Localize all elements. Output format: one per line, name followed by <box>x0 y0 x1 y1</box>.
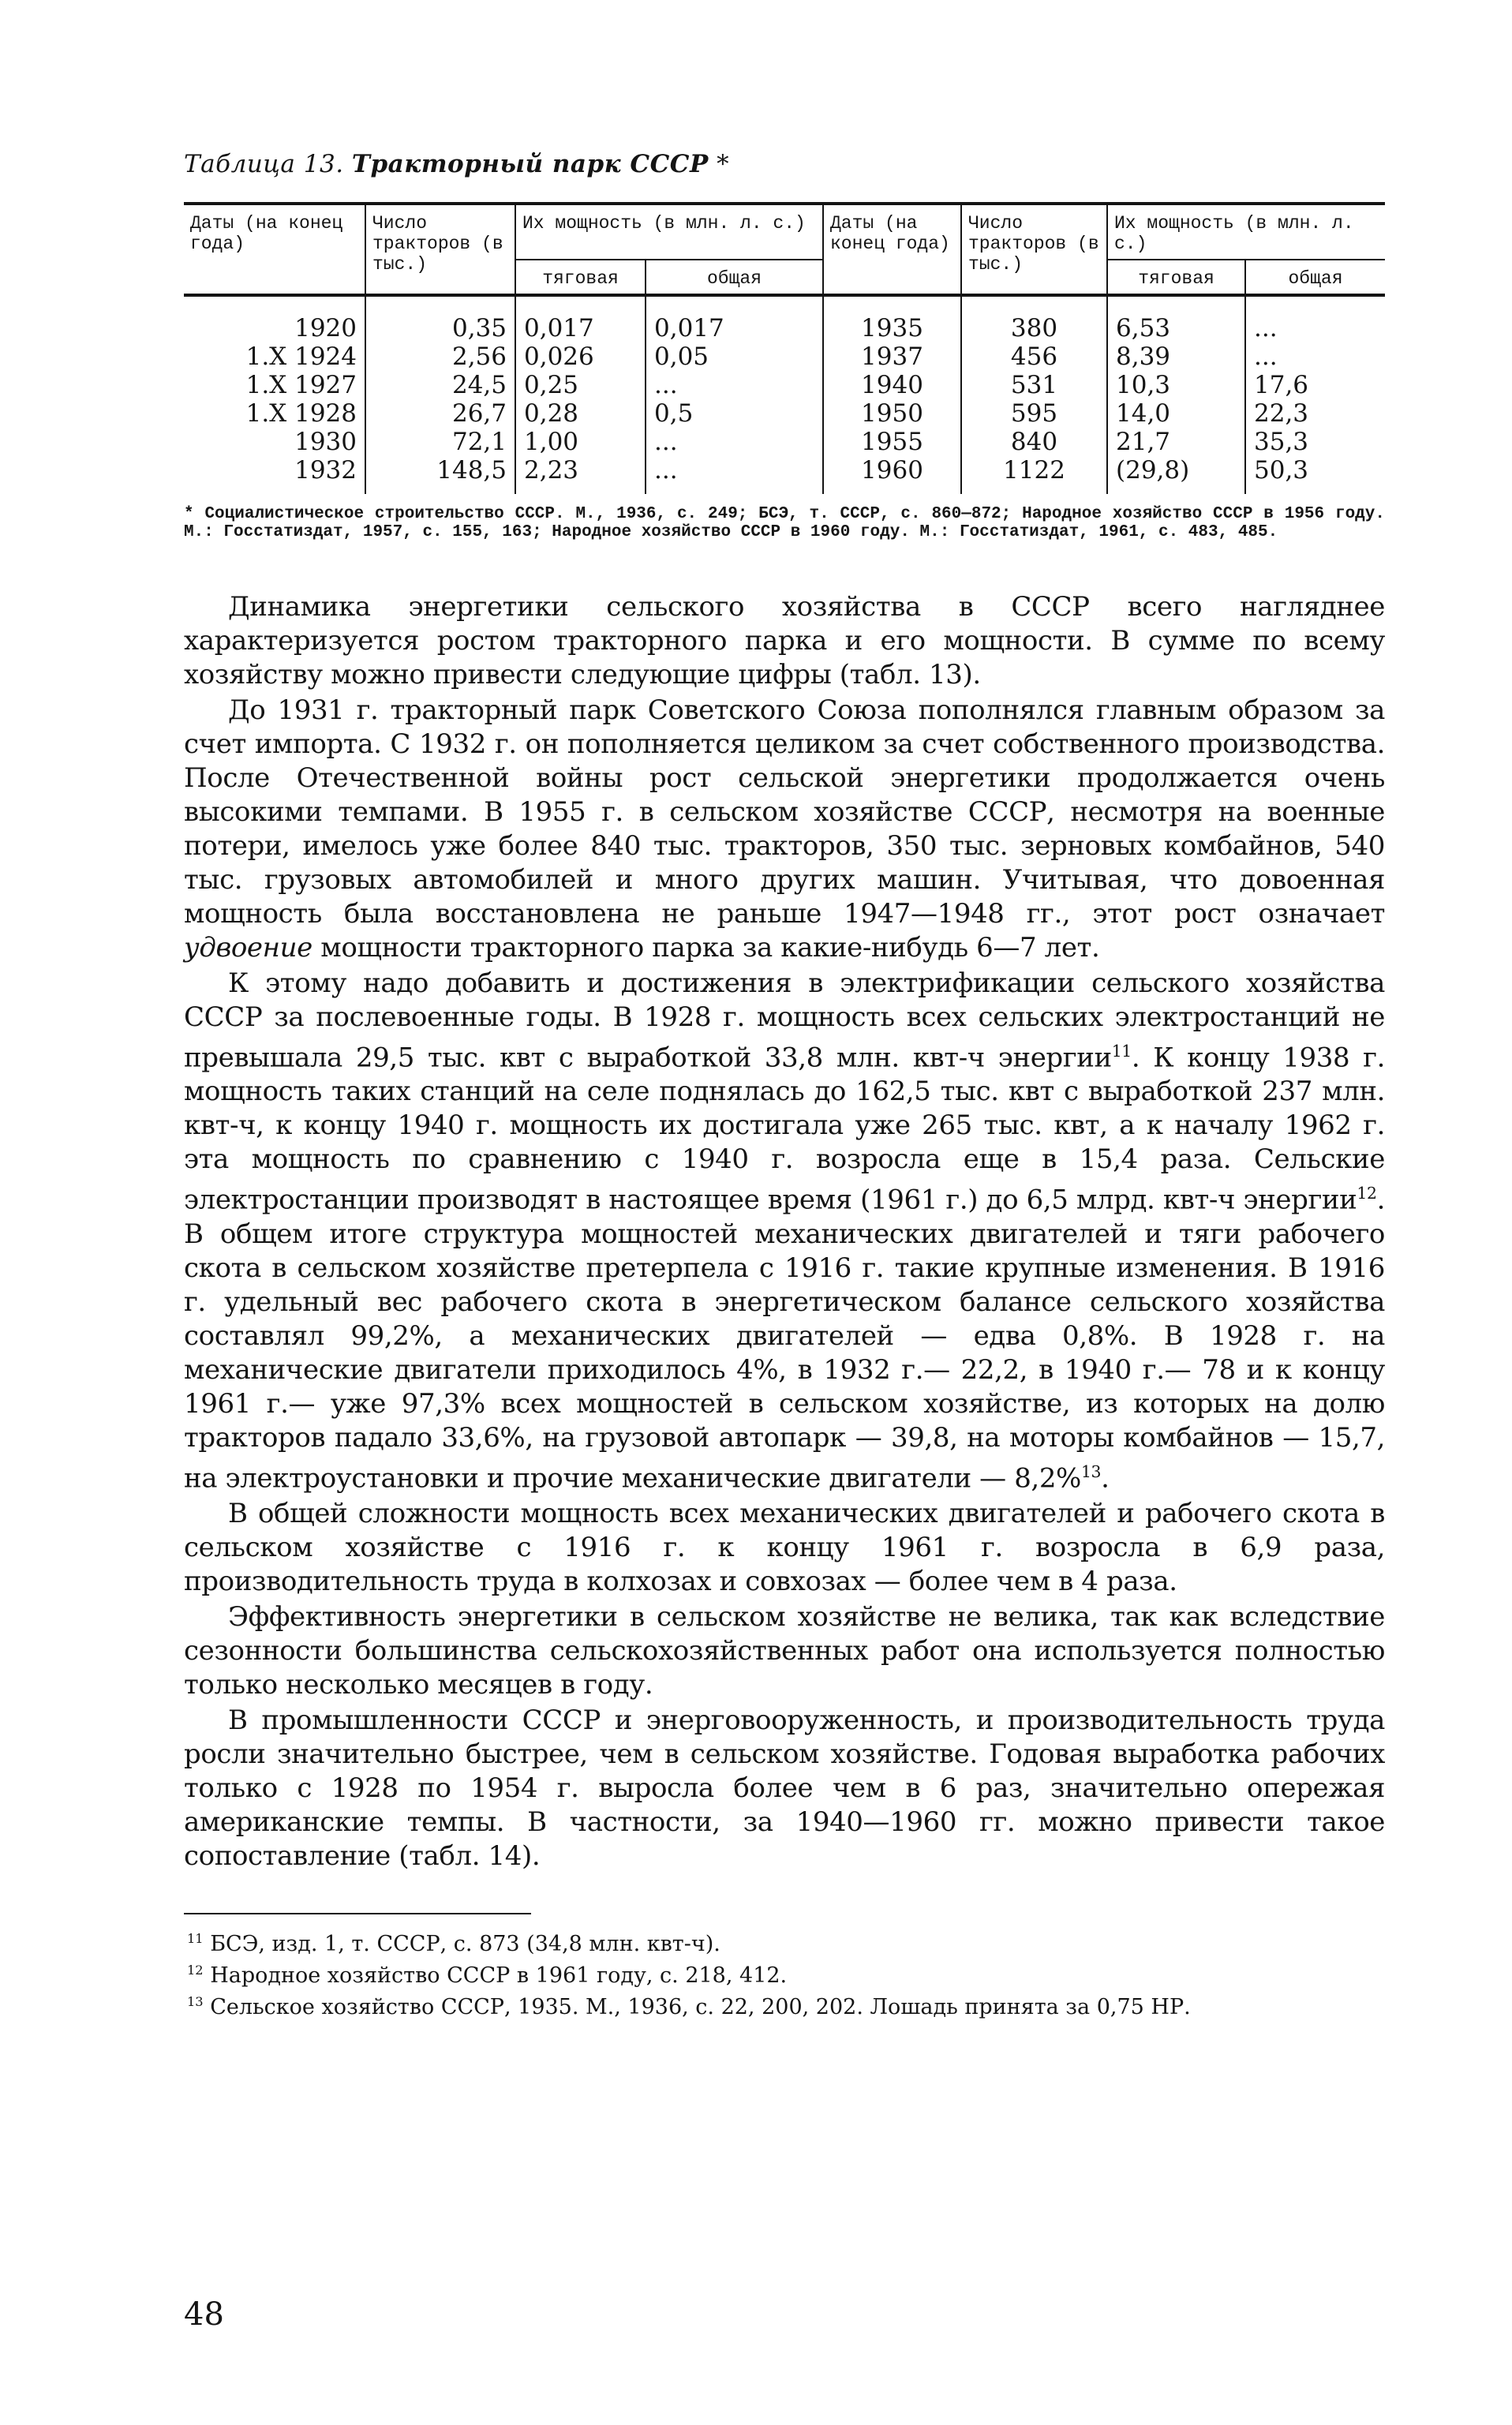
text-run: . В общем итоге структура мощностей механических двигателей и тяги рабочего скота в сельском хозяйстве претерпела с 1916 г. такие крупные изменения. В 1916 г. удельный вес рабочего скота в энергетическом балансе сельского хозяйства составлял 99,2%, а механических двигателей — едва 0,8%. В 1928 г. на механические двигатели приходилось 4%, в 1932 г.— 22,2, в 1940 г.— 78 и к концу 1961 г.— уже 97,3% всех мощностей в сельском хозяйстве, из которых на долю тракторов падало 33,6%, на грузовой автопарк — 39,8, на моторы комбайнов — 15,7, на электроустановки и прочие механические двигатели — 8,2% <box>184 1184 1385 1494</box>
cell-traction1: 0,25 <box>515 371 646 399</box>
paragraph: В общей сложности мощность всех механических двигателей и рабочего скота в сельском хозяйстве с 1916 г. к концу 1961 г. возросла в 6,9 раза, производительность труда в колхозах и совхозах — более чем в 4 раза. <box>184 1497 1385 1597</box>
cell-traction1: 2,23 <box>515 456 646 494</box>
table-title-marker: * <box>717 150 730 178</box>
body-text <box>184 590 1385 1873</box>
footnote-number: 13 <box>187 1993 204 2009</box>
cell-count1: 2,56 <box>365 342 515 371</box>
cell-total1: 0,017 <box>646 295 823 342</box>
cell-total1: 0,5 <box>646 399 823 428</box>
cell-date1: 1.X 1928 <box>245 399 357 428</box>
cell-count2: 595 <box>961 399 1107 428</box>
paragraph <box>184 967 1385 1495</box>
paragraph <box>184 694 1385 965</box>
footnotes <box>184 1925 1385 2020</box>
table-label: Таблица 13. <box>184 150 344 178</box>
cell-date2: 1937 <box>823 342 961 371</box>
footnote <box>184 1989 1385 2020</box>
cell-total2: 35,3 <box>1245 428 1385 456</box>
cell-count1: 0,35 <box>365 295 515 342</box>
text-run: . <box>1101 1461 1110 1494</box>
cell-count2: 531 <box>961 371 1107 399</box>
header-total-right: общая <box>1245 260 1385 295</box>
cell-date1: 1930 <box>294 428 357 456</box>
footnote <box>184 1957 1385 1989</box>
page <box>184 150 1385 2020</box>
cell-date2: 1935 <box>823 295 961 342</box>
text-run: К этому надо добавить и достижения в электрификации сельского хозяйства СССР за послевоенные годы. В 1928 г. мощность всех сельских электростанций не превышала 29,5 тыс. квт с выработкой 33,8 млн. квт-ч энергии <box>184 967 1385 1074</box>
cell-traction2: 14,0 <box>1107 399 1245 428</box>
page-number: 48 <box>184 2296 224 2333</box>
emphasis: удвоение <box>184 932 313 964</box>
table-row <box>184 342 1385 371</box>
cell-total1: ... <box>646 371 823 399</box>
cell-total1: ... <box>646 428 823 456</box>
cell-count1: 72,1 <box>365 428 515 456</box>
cell-traction1: 0,017 <box>515 295 646 342</box>
cell-traction2: 6,53 <box>1107 295 1245 342</box>
cell-count2: 380 <box>961 295 1107 342</box>
text-run: . К концу 1938 г. мощность таких станций на селе поднялась до 162,5 тыс. квт с выработкой 237 млн. квт-ч, к концу 1940 г. мощность их достигала уже 265 тыс. квт, а к началу 1962 г. эта мощность по сравнению с 1940 г. возросла еще в 15,4 раза. Сельские электростанции производят в настоящее время (1961 г.) до 6,5 млрд. квт-ч энергии <box>184 1042 1385 1216</box>
cell-total2: 22,3 <box>1245 399 1385 428</box>
cell-date1: 1.X 1927 <box>245 371 357 399</box>
footnote-text: Сельское хозяйство СССР, 1935. М., 1936, с. 22, 200, 202. Лошадь принята за 0,75 НР. <box>203 1994 1191 2019</box>
text-run: мощности тракторного парка за какие-нибудь 6—7 лет. <box>312 932 1100 964</box>
cell-date2: 1940 <box>823 371 961 399</box>
cell-total2: 17,6 <box>1245 371 1385 399</box>
table-row <box>184 371 1385 399</box>
cell-count1: 24,5 <box>365 371 515 399</box>
cell-traction1: 1,00 <box>515 428 646 456</box>
header-total: общая <box>646 260 823 295</box>
header-power: Их мощность (в млн. л. с.) <box>515 204 823 260</box>
cell-count1: 26,7 <box>365 399 515 428</box>
footnote-ref: 13 <box>1080 1461 1102 1481</box>
footnote-ref: 11 <box>1111 1042 1132 1061</box>
header-power-right: Их мощность (в млн. л. с.) <box>1107 204 1385 260</box>
table-title: Тракторный парк СССР <box>351 150 709 178</box>
header-traction-right: тяговая <box>1107 260 1245 295</box>
table-body <box>184 295 1385 494</box>
table-caption <box>184 150 1385 178</box>
cell-date1: 1920 <box>294 314 357 342</box>
table-row <box>184 428 1385 456</box>
paragraph: В промышленности СССР и энерговооруженность, и производительность труда росли значительно быстрее, чем в сельском хозяйстве. Годовая выработка рабочих только с 1928 по 1954 г. выросла более чем в 6 раз, значительно опережая американские темпы. В частности, за 1940—1960 гг. можно привести такое сопоставление (табл. 14). <box>184 1704 1385 1872</box>
table-row <box>184 456 1385 494</box>
footnote-ref: 12 <box>1357 1184 1377 1203</box>
header-count-right: Число тракторов (в тыс.) <box>961 204 1107 295</box>
cell-traction2: (29,8) <box>1107 456 1245 494</box>
cell-traction1: 0,28 <box>515 399 646 428</box>
cell-total2: ... <box>1245 342 1385 371</box>
footnote <box>184 1925 1385 1957</box>
cell-total1: ... <box>646 456 823 494</box>
paragraph: Эффективность энергетики в сельском хозяйстве не велика, так как вследствие сезонности большинства сельскохозяйственных работ она используется полностью только несколько месяцев в году. <box>184 1600 1385 1701</box>
tractor-table <box>184 202 1385 494</box>
cell-count2: 1122 <box>961 456 1107 494</box>
header-date: Даты (на конец года) <box>184 204 365 295</box>
header-count: Число тракторов (в тыс.) <box>365 204 515 295</box>
cell-date1: 1932 <box>294 456 357 485</box>
cell-count2: 840 <box>961 428 1107 456</box>
cell-total2: 50,3 <box>1245 456 1385 494</box>
cell-date1: 1.X 1924 <box>245 342 357 371</box>
footnote-number: 12 <box>187 1962 204 1978</box>
cell-total1: 0,05 <box>646 342 823 371</box>
footnote-text: Народное хозяйство СССР в 1961 году, с. 218, 412. <box>203 1963 788 1988</box>
header-date-right: Даты (на конец года) <box>823 204 961 295</box>
cell-date2: 1960 <box>823 456 961 494</box>
paragraph: Динамика энергетики сельского хозяйства в СССР всего нагляднее характеризуется ростом тракторного парка и его мощности. В сумме по всему хозяйству можно привести следующие цифры (табл. 13). <box>184 591 1385 690</box>
table-row <box>184 295 1385 342</box>
cell-date2: 1955 <box>823 428 961 456</box>
cell-total2: ... <box>1245 295 1385 342</box>
cell-count2: 456 <box>961 342 1107 371</box>
text-run: До 1931 г. тракторный парк Советского Союза пополнялся главным образом за счет импорта. С 1932 г. он пополняется целиком за счет собственного производства. После Отечественной войны рост сельской энергетики продолжается очень высокими темпами. В 1955 г. в сельском хозяйстве СССР, несмотря на военные потери, имелось уже более 840 тыс. тракторов, 350 тыс. зерновых комбайнов, 540 тыс. грузовых автомобилей и много других машин. Учитывая, что довоенная мощность была восстановлена не раньше 1947—1948 гг., этот рост означает <box>184 694 1385 930</box>
cell-traction1: 0,026 <box>515 342 646 371</box>
table-source-note: * Социалистическое строительство СССР. М., 1936, с. 249; БСЭ, т. СССР, с. 860—872; Народное хозяйство СССР в 1956 году. М.: Госстатиздат, 1957, с. 155, 163; Народное хозяйство СССР в 1960 году. М.: Госстатиздат, 1961, с. 483, 485. <box>184 505 1385 541</box>
table-row <box>184 399 1385 428</box>
cell-count1: 148,5 <box>365 456 515 494</box>
header-traction: тяговая <box>515 260 646 295</box>
cell-date2: 1950 <box>823 399 961 428</box>
cell-traction2: 10,3 <box>1107 371 1245 399</box>
footnote-text: БСЭ, изд. 1, т. СССР, с. 873 (34,8 млн. квт-ч). <box>203 1931 720 1956</box>
footnote-number: 11 <box>187 1930 204 1946</box>
footnote-divider <box>184 1913 531 1914</box>
cell-traction2: 8,39 <box>1107 342 1245 371</box>
cell-traction2: 21,7 <box>1107 428 1245 456</box>
